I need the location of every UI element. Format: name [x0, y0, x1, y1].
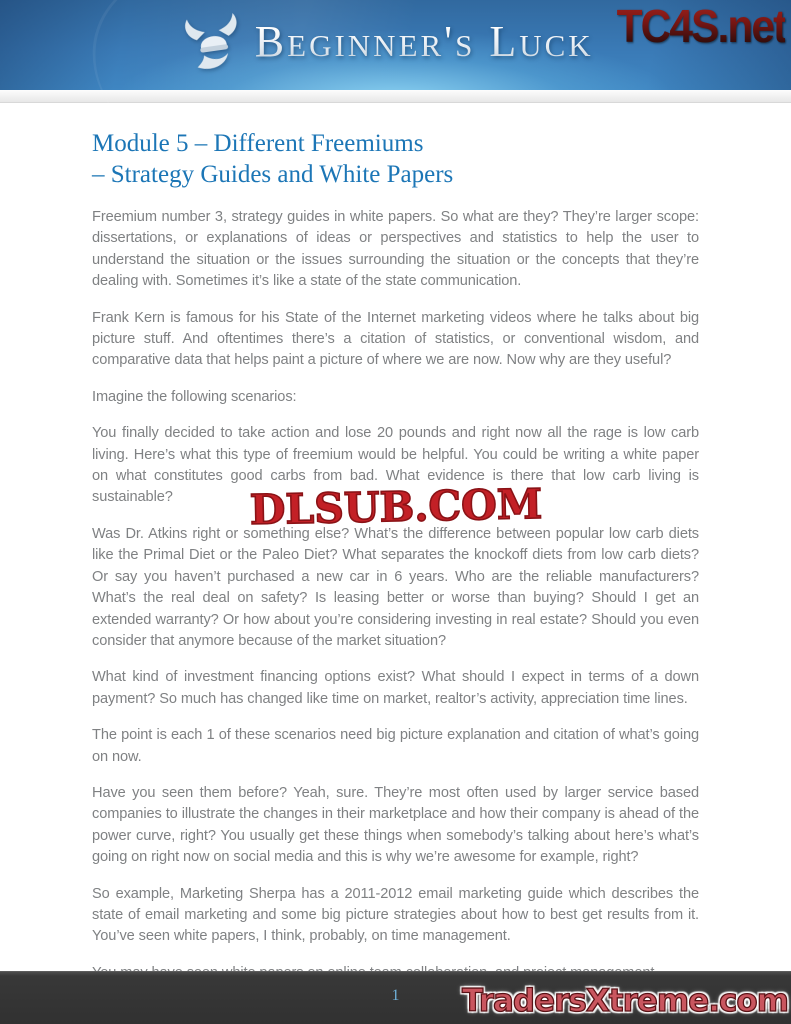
- paragraph: Was Dr. Atkins right or something else? What’s the difference between popular low carb diets like the Primal Diet or the Paleo Diet? What separates the knockoff diets from low carb diets? Or say you haven’t purchased a new car in 6 years. Who are the reliable manufacturers? What’s the real deal on safety? Is leasing better or worse than buying? Should I get an extended warranty? Or how about you’re considering investing in real estate? Should you even consider that anymore because of the market situation?: [92, 525, 699, 649]
- paragraph: The point is each 1 of these scenarios need big picture explanation and citation of what’s going on now.: [92, 727, 699, 765]
- paragraph: Have you seen them before? Yeah, sure. They’re most often used by larger service based companies to illustrate the changes in their marketplace and how their company is ahead of the power curve, right? You usually get these things when somebody’s talking about here’s what’s going on right now on social media and this is why we’re awesome for example, right?: [92, 784, 699, 866]
- page-title-line2: – Strategy Guides and White Papers: [92, 161, 454, 188]
- article-content: [92, 128, 699, 984]
- dlsub-watermark-stamp: DLSUB.COM: [248, 479, 543, 535]
- paragraph: Imagine the following scenarios:: [92, 388, 297, 405]
- paragraph: Freemium number 3, strategy guides in white papers. So what are they? They’re larger scope: dissertations, or explanations of ideas or perspectives and statistics to help the user to understand the situation or the issues surrounding the situation or the concepts that they’re dealing with. Sometimes it’s like a state of the state communication.: [92, 209, 699, 290]
- beginners-luck-logo: [181, 10, 594, 74]
- paragraph: Frank Kern is famous for his State of the Internet marketing videos where he talks about big picture stuff. And oftentimes there’s a citation of statistics, or conventional wisdom, and comparative data that helps paint a picture of where we are now. Now why are they useful?: [92, 309, 699, 369]
- paragraph: What kind of investment financing options exist? What should I expect in terms of a down payment? So much has changed like time on market, realtor’s activity, appreciation time lines.: [92, 669, 699, 707]
- page-title-line1: Module 5 – Different Freemiums: [92, 130, 424, 157]
- tradersxtreme-watermark: TradersXtreme.com: [461, 983, 788, 1019]
- page-number: 1: [391, 987, 400, 1004]
- tc4s-watermark: TC4S.net: [616, 0, 785, 52]
- paragraph: So example, Marketing Sherpa has a 2011-2012 email marketing guide which describes the state of email marketing and some big picture strategies about how to best get results from it. You’ve seen white papers, I think, probably, on time management.: [92, 885, 699, 945]
- paragraph: You finally decided to take action and lose 20 pounds and right now all the rage is low carb living. Here’s what this type of freemium would be helpful. You could be writing a white paper on what constitutes good carbs from bad. What evidence is there that low carb living is sustainable?: [92, 425, 699, 506]
- logo-text: Beginner's Luck: [255, 10, 594, 74]
- paragraph-list: [92, 207, 699, 984]
- header-banner: [0, 0, 791, 90]
- footer-bar: [0, 971, 791, 1024]
- viking-helmet-icon: [177, 6, 249, 78]
